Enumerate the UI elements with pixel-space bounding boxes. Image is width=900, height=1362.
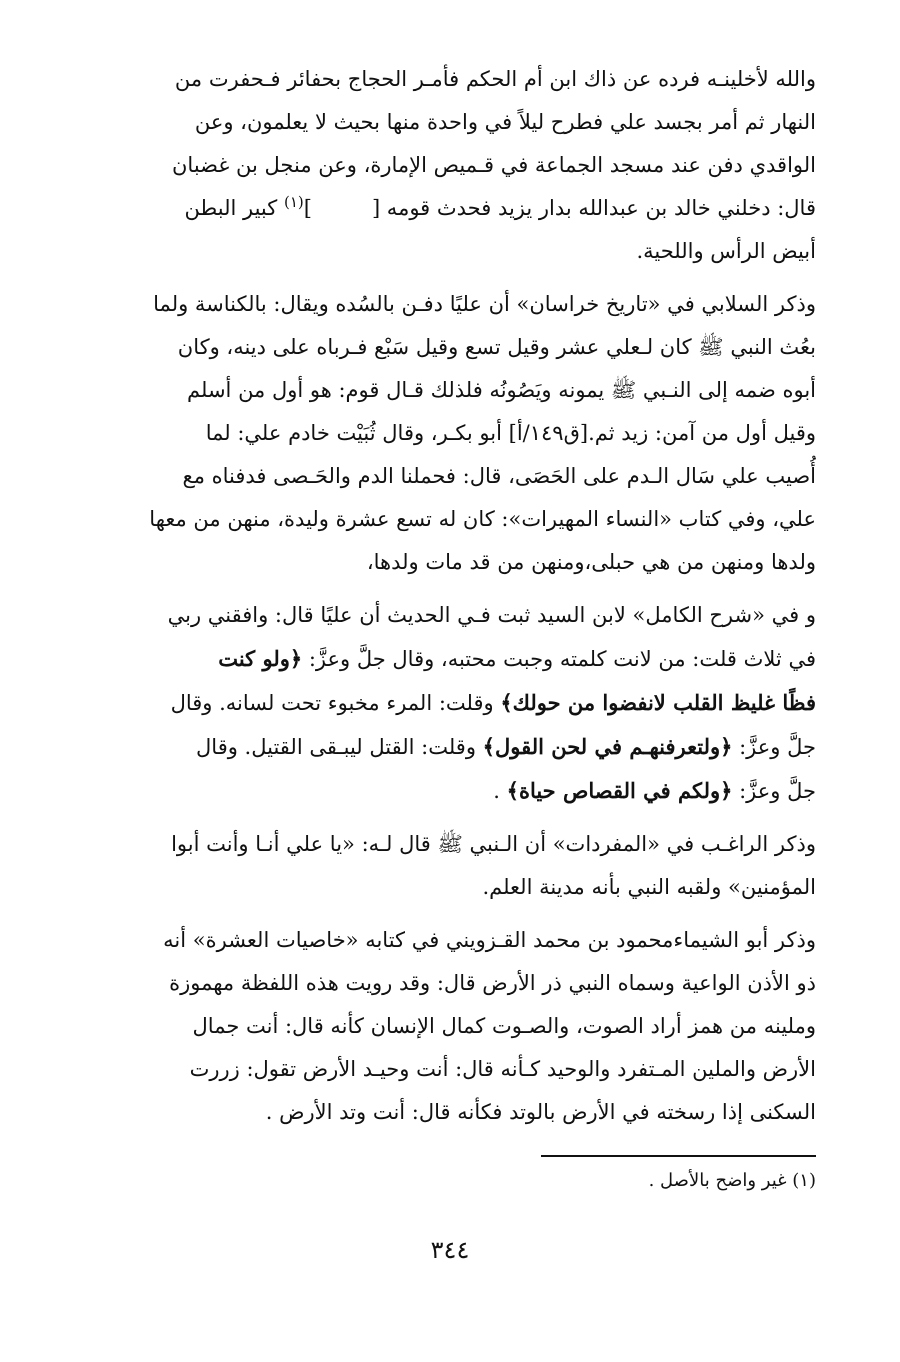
paragraph-p5 [78, 919, 816, 1134]
text-run: وذكر السلابي في «تاريخ خراسان» أن عليًا دفـن بالسُده ويقال: بالكناسة ولما [153, 292, 816, 316]
text-run: قال: دخلني خالد بن عبدالله بدار يزيد فحدث قومه [ [371, 196, 816, 220]
text-line [78, 962, 816, 1005]
text-line [78, 681, 816, 725]
text-line [78, 187, 816, 230]
quran-verse: ﴿ولتعرفنهـم في لحن القول﴾ [482, 734, 733, 759]
text-line [78, 769, 816, 813]
text-run: أبيض الرأس واللحية. [636, 239, 816, 263]
text-run: كبير البطن [184, 196, 284, 220]
text-line [78, 725, 816, 769]
text-line [78, 326, 816, 369]
text-run: النهار ثم أمر بجسد علي فطرح ليلاً في واحدة منها بحيث لا يعلمون، وعن [194, 110, 816, 134]
text-run: . [493, 779, 507, 803]
paragraph-p4 [78, 823, 816, 909]
text-line [78, 369, 816, 412]
text-line [78, 866, 816, 909]
text-line [78, 498, 816, 541]
text-run: أبوه ضمه إلى النـبي ﷺ يمونه ويَصُونُه فلذلك قـال قوم: هو أول من أسلم [187, 378, 816, 402]
text-run: و في «شرح الكامل» لابن السيد ثبت فـي الحديث أن عليًا قال: وافقني ربي [167, 603, 816, 627]
text-line [78, 144, 816, 187]
text-line [78, 1048, 816, 1091]
text-run: وقيل أول من آمن: زيد ثم.[ق١٤٩/أ] أبو بكـر، وقال ثُبَيْت خادم علي: لما [205, 421, 816, 445]
paragraph-p3 [78, 594, 816, 813]
text-run: جلَّ وعزَّ: [732, 779, 816, 803]
text-run: في ثلاث قلت: من لانت كلمته وجبت محتبه، وقال جلَّ وعزَّ: [302, 647, 816, 671]
text-run: وذكر أبو الشيماءمحمود بن محمد القـزويني في كتابه «خاصيات العشرة» أنه [163, 928, 816, 952]
text-line [78, 823, 816, 866]
quran-verse: ﴿ولو كنت [218, 646, 303, 671]
text-run: الواقدي دفن عند مسجد الجماعة في قـميص الإمارة، وعن منجل بن غضبان [172, 153, 816, 177]
body-text [78, 58, 816, 1134]
text-line [78, 1091, 816, 1134]
text-line [78, 58, 816, 101]
text-line [78, 455, 816, 498]
text-run: الأرض والملين المـتفرد والوحيد كـأنه قال: أنت وحيـد الأرض تقول: زررت [189, 1057, 816, 1081]
text-run: السكنى إذا رسخته في الأرض بالوتد فكأنه قال: أنت وتد الأرض . [265, 1100, 816, 1124]
quran-verse: فظًا غليظ القلب لانفضوا من حولك﴾ [500, 690, 816, 715]
text-run: وملينه من همز أراد الصوت، والصـوت كمال الإنسان كأنه قال: أنت جمال [192, 1014, 816, 1038]
text-line [78, 919, 816, 962]
text-line [78, 283, 816, 326]
text-line [78, 541, 816, 584]
text-run: جلَّ وعزَّ: [732, 735, 816, 759]
paragraph-p1 [78, 58, 816, 273]
footnote-marker: (١) [283, 193, 304, 211]
text-run: وذكر الراغـب في «المفردات» أن الـنبي ﷺ قال لـه: «يا علي أنـا وأنت أبوا [171, 832, 816, 856]
text-line [78, 230, 816, 273]
text-run: وقلت: المرء مخبوء تحت لسانه. وقال [170, 691, 501, 715]
text-line [78, 101, 816, 144]
page-number: ٣٤٤ [430, 1236, 470, 1264]
text-line [78, 412, 816, 455]
footnote: (١) غير واضح بالأصل . [648, 1170, 816, 1191]
text-line [78, 637, 816, 681]
text-line [78, 1005, 816, 1048]
text-run: ] [303, 196, 312, 220]
text-line [78, 594, 816, 637]
text-run: أُصيب علي سَال الـدم على الحَصَى، قال: فحملنا الدم والحَـصى فدفناه مع [182, 464, 816, 488]
text-run: علي، وفي كتاب «النساء المهيرات»: كان له تسع عشرة وليدة، منهن من معها [149, 507, 816, 531]
text-run: بعُث النبي ﷺ كان لـعلي عشر وقيل تسع وقيل سَبْع فـرباه على دينه، وكان [177, 335, 816, 359]
text-run: ولدها ومنهن من هي حبلى،ومنهن من قد مات ولدها، [366, 550, 816, 574]
quran-verse: ﴿ولكم في القصاص حياة﴾ [506, 778, 733, 803]
paragraph-p2 [78, 283, 816, 584]
footnote-separator [541, 1155, 816, 1157]
text-run: وقلت: القتل ليبـقى القتيل. وقال [196, 735, 483, 759]
text-run: ذو الأذن الواعية وسماه النبي ذر الأرض قال: وقد رويت هذه اللفظة مهموزة [169, 971, 816, 995]
text-run: والله لأخلينـه فرده عن ذاك ابن أم الحكم فأمـر الحجاج بحفائر فـحفرت من [174, 67, 816, 91]
text-run: المؤمنين» ولقبه النبي بأنه مدينة العلم. [482, 875, 816, 899]
